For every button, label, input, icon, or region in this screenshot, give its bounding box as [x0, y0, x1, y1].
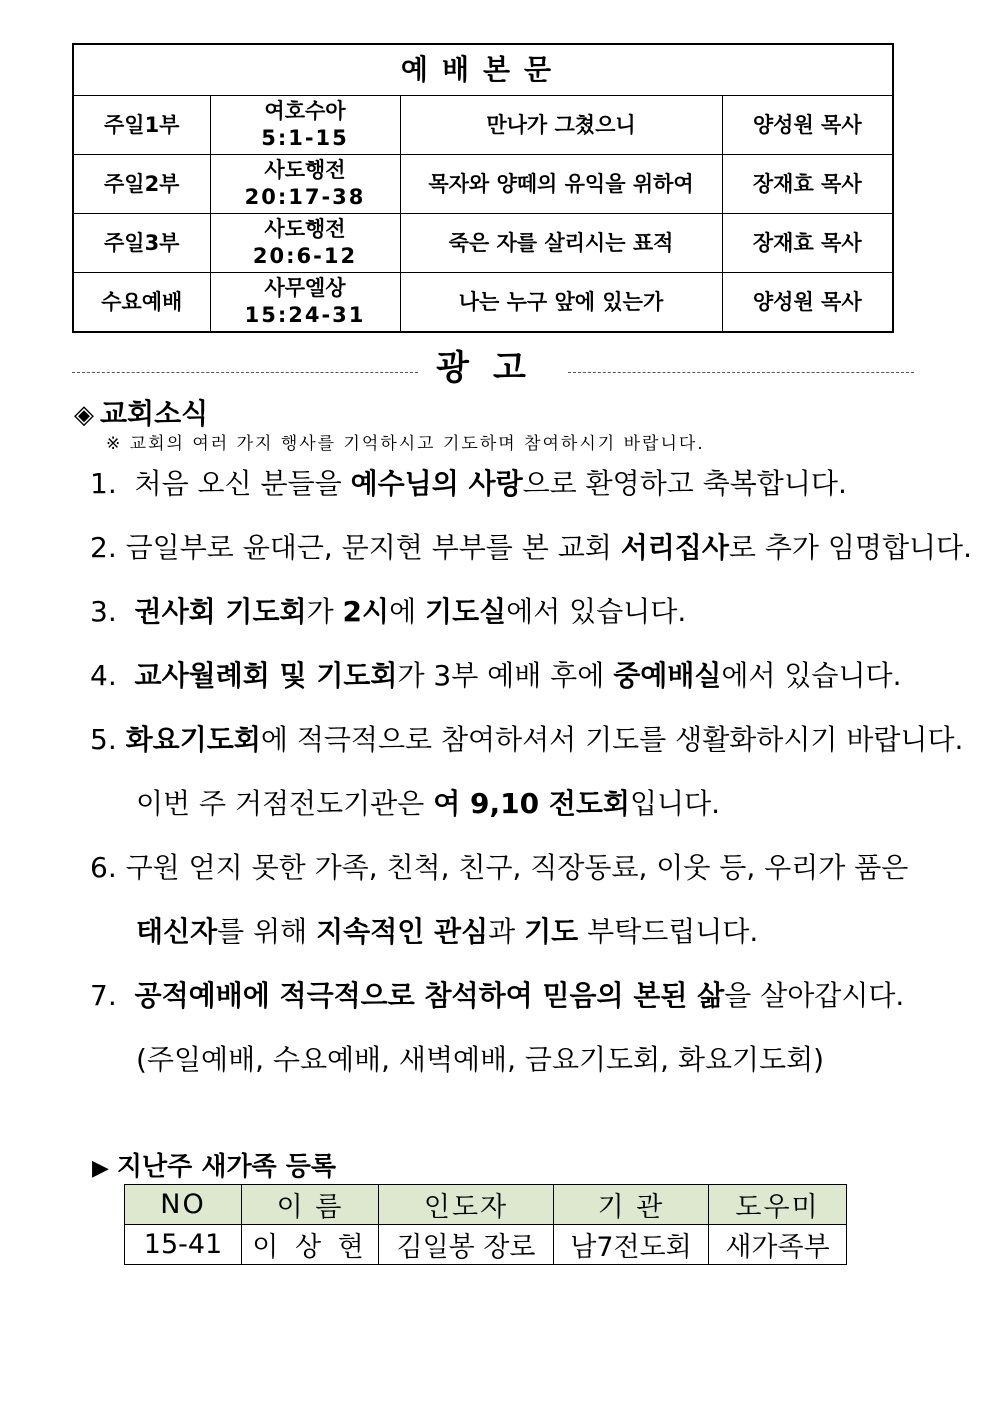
book: 사무엘상	[264, 276, 346, 300]
column-header: 이 름	[242, 1185, 379, 1225]
item-emphasis: 교사월례회 및 기도회	[134, 659, 398, 692]
item-emphasis: 태신자	[136, 915, 218, 948]
divider-right	[568, 372, 914, 373]
column-header: 인도자	[379, 1185, 554, 1225]
sermon-row	[73, 96, 893, 155]
item-text: 처음 오신 분들을	[134, 467, 351, 500]
scripture-passage	[210, 214, 400, 273]
column-header: NO	[125, 1185, 242, 1225]
announcement-item-continued	[136, 912, 758, 952]
announcement-item-continued	[136, 784, 720, 824]
announcement-item-continued	[136, 1040, 824, 1080]
section-title	[74, 392, 208, 432]
announcement-item	[90, 848, 908, 888]
preacher: 장재효 목사	[722, 214, 893, 273]
sermon-row	[73, 155, 893, 214]
column-header: 기 관	[554, 1185, 709, 1225]
scripture-passage	[210, 155, 400, 214]
diamond-icon: ◈	[74, 400, 94, 430]
preacher: 양성원 목사	[722, 273, 893, 333]
item-emphasis: 중예배실	[613, 659, 722, 692]
item-emphasis: 지속적인 관심	[316, 915, 489, 948]
service-name: 주일2부	[73, 155, 210, 214]
triangle-right-icon: ▶	[92, 1156, 109, 1181]
sermon-row	[73, 214, 893, 273]
item-text: 에	[389, 595, 426, 628]
item-text: 과	[488, 915, 525, 948]
item-number: 5.	[90, 723, 117, 756]
item-text: 가	[306, 595, 343, 628]
divider-left	[72, 372, 418, 373]
column-header: 도우미	[709, 1185, 847, 1225]
sermon-table	[72, 43, 894, 333]
announcement-item	[90, 528, 972, 568]
item-text: 로 추가 임명합니다.	[728, 531, 972, 564]
item-emphasis: 공적예배에 적극적으로 참석하여 믿음의 본된 삶	[134, 979, 725, 1012]
reference: 20:6-12	[252, 244, 358, 268]
item-emphasis: 기도실	[425, 595, 507, 628]
item-text: 에서 있습니다.	[721, 659, 902, 692]
scripture-passage	[210, 273, 400, 333]
item-text: 에 적극적으로 참여하셔서 기도를 생활화하시기 바랍니다.	[260, 723, 964, 756]
item-emphasis: 2시	[342, 595, 390, 628]
new-family-title-text: 지난주 새가족 등록	[116, 1152, 336, 1182]
table-cell: 새가족부	[709, 1225, 847, 1265]
item-text: 으로 환영하고 축복합니다.	[522, 467, 847, 500]
sermon-title: 만나가 그쳤으니	[400, 96, 722, 155]
service-name: 주일3부	[73, 214, 210, 273]
item-emphasis: 화요기도회	[125, 723, 261, 756]
scripture-passage	[210, 96, 400, 155]
item-text: 를 위해	[217, 915, 317, 948]
item-number: 2.	[90, 531, 117, 564]
sermon-table-title: 예배본문	[73, 44, 893, 96]
item-text: 부탁드립니다.	[578, 915, 759, 948]
new-family-title	[92, 1146, 336, 1183]
sermon-title: 나는 누구 앞에 있는가	[400, 273, 722, 333]
item-number: 4.	[90, 659, 117, 692]
item-emphasis: 여 9,10 전도회	[433, 787, 630, 820]
item-emphasis: 기도	[524, 915, 579, 948]
table-header-row	[125, 1185, 847, 1225]
item-emphasis: 권사회 기도회	[134, 595, 307, 628]
announcement-item	[90, 464, 847, 504]
item-text: 을 살아갑시다.	[724, 979, 905, 1012]
reference: 20:17-38	[244, 185, 366, 209]
service-name: 수요예배	[73, 273, 210, 333]
item-emphasis: 예수님의 사랑	[350, 467, 523, 500]
reference: 5:1-15	[261, 126, 349, 150]
announcement-item	[90, 592, 686, 632]
table-cell: 남7전도회	[554, 1225, 709, 1265]
service-name: 주일1부	[73, 96, 210, 155]
announcement-item	[90, 976, 904, 1016]
sermon-row	[73, 273, 893, 333]
book: 사도행전	[264, 158, 346, 182]
item-text: 에서 있습니다.	[506, 595, 687, 628]
new-family-table	[124, 1184, 847, 1265]
book: 여호수아	[264, 99, 346, 123]
table-cell: 김일봉 장로	[379, 1225, 554, 1265]
table-row	[125, 1225, 847, 1265]
sermon-title: 죽은 자를 살리시는 표적	[400, 214, 722, 273]
item-text: 구원 얻지 못한 가족, 친척, 친구, 직장동료, 이웃 등, 우리가 품은	[125, 851, 909, 884]
section-title-text: 교회소식	[100, 397, 209, 430]
item-number: 1.	[90, 467, 117, 500]
table-cell: 15-41	[125, 1225, 242, 1265]
preacher: 양성원 목사	[722, 96, 893, 155]
reference: 15:24-31	[244, 303, 366, 327]
section-note: ※ 교회의 여러 가지 행사를 기억하시고 기도하며 참여하시기 바랍니다.	[106, 434, 705, 454]
item-text: 이번 주 거점전도기관은	[136, 787, 434, 820]
announcements-title: 광고	[436, 348, 550, 388]
item-number: 3.	[90, 595, 117, 628]
announcement-item	[90, 656, 901, 696]
announcements-header	[72, 350, 914, 386]
book: 사도행전	[264, 217, 346, 241]
announcement-item	[90, 720, 963, 760]
item-text: 입니다.	[629, 787, 721, 820]
table-cell: 이 상 현	[242, 1225, 379, 1265]
item-text: 가 3부 예배 후에	[397, 659, 614, 692]
sermon-title: 목자와 양떼의 유익을 위하여	[400, 155, 722, 214]
item-number: 7.	[90, 979, 117, 1012]
item-text: 금일부로 윤대근, 문지현 부부를 본 교회	[125, 531, 621, 564]
item-number: 6.	[90, 851, 117, 884]
item-text: (주일예배, 수요예배, 새벽예배, 금요기도회, 화요기도회)	[136, 1043, 825, 1076]
preacher: 장재효 목사	[722, 155, 893, 214]
item-emphasis: 서리집사	[620, 531, 729, 564]
